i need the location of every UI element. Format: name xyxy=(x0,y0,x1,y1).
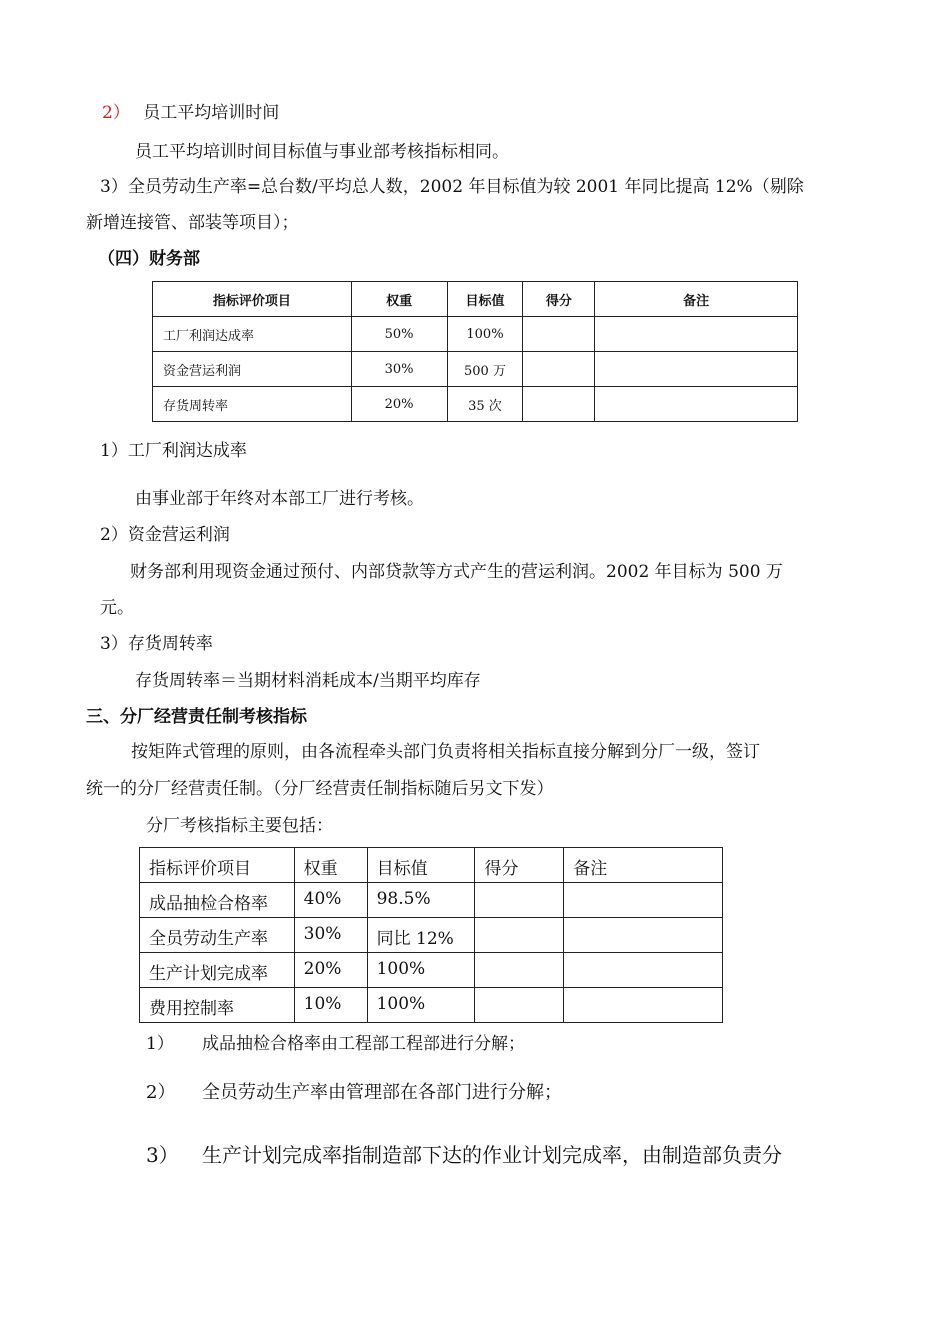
list-item-text: 生产计划完成率指制造部下达的作业计划完成率，由制造部负责分 xyxy=(202,1143,782,1167)
table-cell: 费用控制率 xyxy=(140,988,295,1023)
header-cell: 指标评价项目 xyxy=(153,282,352,317)
table-row xyxy=(140,918,723,953)
finance-item1-title: 1）工厂利润达成率 xyxy=(100,441,247,461)
table-cell xyxy=(595,317,798,352)
table-cell xyxy=(475,918,564,953)
table-cell xyxy=(475,988,564,1023)
table-header-row xyxy=(153,282,798,317)
finance-item2-body-line1: 财务部利用现资金通过预付、内部贷款等方式产生的营运利润。2002 年目标为 500 万 xyxy=(130,562,783,582)
table-cell xyxy=(523,387,595,422)
table-cell: 500 万 xyxy=(447,352,523,387)
table-cell: 同比 12% xyxy=(367,918,475,953)
table-row xyxy=(140,953,723,988)
table-row xyxy=(140,883,723,918)
table-cell: 40% xyxy=(294,883,367,918)
section3-heading: 三、分厂经营责任制考核指标 xyxy=(86,707,307,727)
list-item-text: 全员劳动生产率由管理部在各部门进行分解； xyxy=(202,1082,562,1103)
table-cell: 10% xyxy=(294,988,367,1023)
table-cell: 20% xyxy=(294,953,367,988)
header-cell: 得分 xyxy=(523,282,595,317)
finance-item3-title: 3）存货周转率 xyxy=(100,634,213,654)
table-cell: 20% xyxy=(351,387,447,422)
table-cell xyxy=(595,387,798,422)
table-cell: 100% xyxy=(367,953,475,988)
table-cell xyxy=(595,352,798,387)
table-cell: 全员劳动生产率 xyxy=(140,918,295,953)
header-cell: 备注 xyxy=(595,282,798,317)
table-row xyxy=(153,317,798,352)
header-cell: 得分 xyxy=(475,848,564,883)
table-cell: 30% xyxy=(351,352,447,387)
table-cell: 100% xyxy=(367,988,475,1023)
table-row xyxy=(153,387,798,422)
table-cell xyxy=(564,953,723,988)
header-cell: 目标值 xyxy=(367,848,475,883)
finance-item2-body-line2: 元。 xyxy=(100,598,134,618)
hr-item2-body: 员工平均培训时间目标值与事业部考核指标相同。 xyxy=(135,142,509,162)
finance-item1-body: 由事业部于年终对本部工厂进行考核。 xyxy=(135,489,424,509)
list-item-number: 1） xyxy=(146,1034,174,1054)
table-cell: 35 次 xyxy=(447,387,523,422)
section3-para-line2: 统一的分厂经营责任制。（分厂经营责任制指标随后另文下发） xyxy=(86,779,554,799)
finance-heading: （四）财务部 xyxy=(98,249,200,269)
section3-para-line1: 按矩阵式管理的原则，由各流程牵头部门负责将相关指标直接分解到分厂一级，签订 xyxy=(131,742,760,762)
table-cell: 存货周转率 xyxy=(153,387,352,422)
header-cell: 权重 xyxy=(351,282,447,317)
hr-item2-heading xyxy=(102,102,279,124)
table-row xyxy=(153,352,798,387)
list-item-number: 3） xyxy=(146,1143,179,1167)
header-cell: 指标评价项目 xyxy=(140,848,295,883)
finance-kpi-table xyxy=(152,281,798,422)
table-cell xyxy=(564,988,723,1023)
table-cell: 30% xyxy=(294,918,367,953)
header-cell: 权重 xyxy=(294,848,367,883)
table-header-row xyxy=(140,848,723,883)
table-cell xyxy=(564,883,723,918)
hr-item2-number: 2） xyxy=(102,103,130,123)
finance-item2-title: 2）资金营运利润 xyxy=(100,525,230,545)
table-cell xyxy=(475,883,564,918)
table-row xyxy=(140,988,723,1023)
section3-intro: 分厂考核指标主要包括： xyxy=(146,816,333,836)
branch-kpi-table xyxy=(139,847,723,1023)
hr-item2-title: 员工平均培训时间 xyxy=(143,103,280,123)
table-cell: 资金营运利润 xyxy=(153,352,352,387)
section3-list-item-3 xyxy=(146,1142,782,1168)
section3-list-item-1 xyxy=(146,1033,525,1055)
table-cell: 成品抽检合格率 xyxy=(140,883,295,918)
table-cell xyxy=(523,352,595,387)
hr-item3-line2: 新增连接管、部装等项目）； xyxy=(86,213,299,233)
finance-item3-body: 存货周转率＝当期材料消耗成本/当期平均库存 xyxy=(135,671,481,691)
table-cell: 工厂利润达成率 xyxy=(153,317,352,352)
list-item-text: 成品抽检合格率由工程部工程部进行分解； xyxy=(202,1034,525,1054)
section3-list-item-2 xyxy=(146,1082,562,1104)
list-item-number: 2） xyxy=(146,1082,176,1103)
table-cell: 生产计划完成率 xyxy=(140,953,295,988)
table-cell: 50% xyxy=(351,317,447,352)
table-cell xyxy=(475,953,564,988)
header-cell: 备注 xyxy=(564,848,723,883)
table-cell xyxy=(523,317,595,352)
hr-item3-line1: 3）全员劳动生产率=总台数/平均总人数，2002 年目标值为较 2001 年同比提高 12%（剔除 xyxy=(100,177,804,197)
table-cell: 100% xyxy=(447,317,523,352)
table-cell: 98.5% xyxy=(367,883,475,918)
header-cell: 目标值 xyxy=(447,282,523,317)
table-cell xyxy=(564,918,723,953)
